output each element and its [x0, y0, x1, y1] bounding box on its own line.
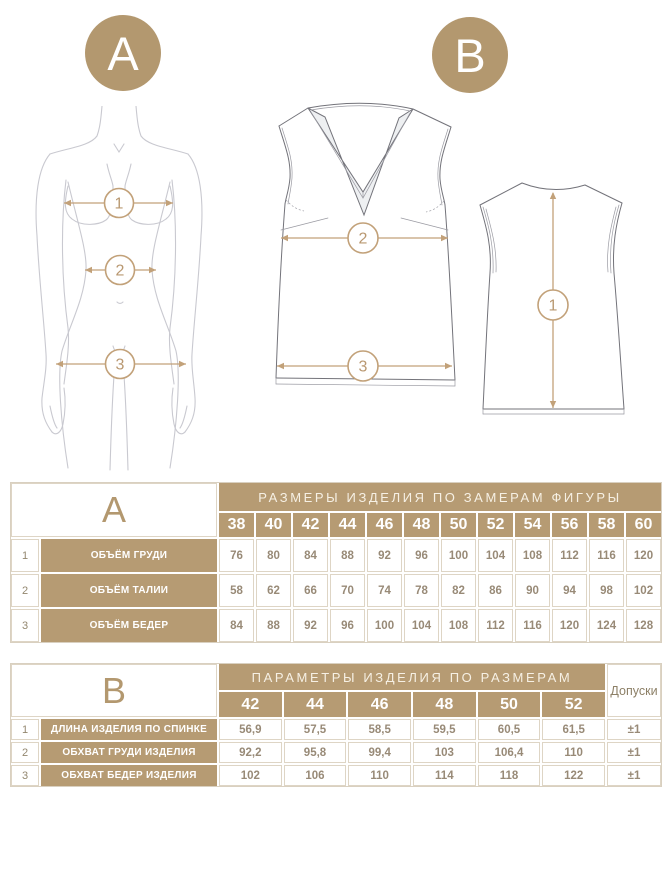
row-label-cell: ОБЪЁМ БЕДЕР — [41, 609, 217, 642]
value-cell: 70 — [330, 574, 365, 607]
size-header-cell: 42 — [293, 513, 328, 537]
value-cell: 116 — [515, 609, 550, 642]
value-cell: 110 — [348, 765, 411, 786]
row-label-cell: ОБХВАТ БЕДЕР ИЗДЕЛИЯ — [41, 765, 217, 786]
value-cell: 74 — [367, 574, 402, 607]
value-cell: 104 — [404, 609, 439, 642]
value-cell: 95,8 — [284, 742, 347, 763]
hips-marker-number: 3 — [115, 356, 125, 374]
table-a-title: РАЗМЕРЫ ИЗДЕЛИЯ ПО ЗАМЕРАМ ФИГУРЫ — [219, 483, 661, 511]
size-header-cell: 44 — [330, 513, 365, 537]
value-cell: 120 — [626, 539, 661, 572]
value-cell: 58 — [219, 574, 254, 607]
value-cell: 98 — [589, 574, 624, 607]
value-cell: 84 — [293, 539, 328, 572]
tolerance-cell: ±1 — [607, 742, 661, 763]
size-table-a — [10, 482, 662, 643]
front-hem-measure-arrow — [277, 351, 452, 381]
bust-marker-number: 1 — [114, 195, 124, 213]
section-b-badge — [432, 17, 508, 93]
value-cell: 116 — [589, 539, 624, 572]
row-number-cell: 2 — [11, 574, 39, 607]
value-cell: 92 — [293, 609, 328, 642]
value-cell: 92,2 — [219, 742, 282, 763]
vest-back-figure — [472, 178, 634, 420]
table-a-corner-label: A — [11, 483, 217, 537]
size-header-cell: 52 — [478, 513, 513, 537]
waist-measure-arrow — [85, 256, 156, 285]
value-cell: 58,5 — [348, 719, 411, 740]
row-label-cell: ОБЪЁМ ГРУДИ — [41, 539, 217, 572]
size-header-cell: 48 — [413, 692, 476, 717]
value-cell: 88 — [330, 539, 365, 572]
value-cell: 59,5 — [413, 719, 476, 740]
value-cell: 84 — [219, 609, 254, 642]
value-cell: 78 — [404, 574, 439, 607]
value-cell: 100 — [441, 539, 476, 572]
vest-front-figure — [268, 96, 460, 394]
size-header-cell: 58 — [589, 513, 624, 537]
row-number-cell: 2 — [11, 742, 39, 763]
value-cell: 96 — [330, 609, 365, 642]
body-measurement-figure — [28, 106, 218, 478]
row-label-cell: ОБХВАТ ГРУДИ ИЗДЕЛИЯ — [41, 742, 217, 763]
bust-measure-arrow — [64, 189, 173, 218]
size-header-cell: 54 — [515, 513, 550, 537]
front-hem-marker-number: 3 — [358, 358, 368, 376]
size-header-cell: 56 — [552, 513, 587, 537]
row-number-cell: 3 — [11, 765, 39, 786]
hips-measure-arrow — [56, 350, 186, 379]
value-cell: 120 — [552, 609, 587, 642]
value-cell: 60,5 — [478, 719, 541, 740]
size-header-cell: 52 — [542, 692, 605, 717]
row-number-cell: 1 — [11, 539, 39, 572]
value-cell: 100 — [367, 609, 402, 642]
value-cell: 66 — [293, 574, 328, 607]
table-b-title: ПАРАМЕТРЫ ИЗДЕЛИЯ ПО РАЗМЕРАМ — [219, 664, 605, 690]
value-cell: 88 — [256, 609, 291, 642]
value-cell: 122 — [542, 765, 605, 786]
value-cell: 56,9 — [219, 719, 282, 740]
value-cell: 82 — [441, 574, 476, 607]
section-a-badge — [85, 15, 161, 91]
value-cell: 90 — [515, 574, 550, 607]
value-cell: 61,5 — [542, 719, 605, 740]
size-header-cell: 48 — [404, 513, 439, 537]
size-header-cell: 60 — [626, 513, 661, 537]
row-number-cell: 3 — [11, 609, 39, 642]
value-cell: 76 — [219, 539, 254, 572]
front-chest-marker-number: 2 — [358, 230, 368, 248]
size-header-cell: 42 — [219, 692, 282, 717]
value-cell: 86 — [478, 574, 513, 607]
size-table-b — [10, 663, 662, 787]
front-chest-measure-arrow — [281, 223, 448, 253]
value-cell: 112 — [552, 539, 587, 572]
value-cell: 57,5 — [284, 719, 347, 740]
row-label-cell: ОБЪЁМ ТАЛИИ — [41, 574, 217, 607]
value-cell: 94 — [552, 574, 587, 607]
section-b-letter: B — [454, 28, 486, 82]
row-label-cell: ДЛИНА ИЗДЕЛИЯ ПО СПИНКЕ — [41, 719, 217, 740]
value-cell: 128 — [626, 609, 661, 642]
value-cell: 110 — [542, 742, 605, 763]
value-cell: 108 — [441, 609, 476, 642]
back-length-marker-number: 1 — [548, 297, 558, 315]
size-header-cell: 40 — [256, 513, 291, 537]
section-a-letter: A — [107, 26, 139, 80]
value-cell: 80 — [256, 539, 291, 572]
value-cell: 112 — [478, 609, 513, 642]
size-header-cell: 38 — [219, 513, 254, 537]
value-cell: 62 — [256, 574, 291, 607]
table-b-corner-label: B — [11, 664, 217, 717]
size-header-cell: 50 — [441, 513, 476, 537]
value-cell: 99,4 — [348, 742, 411, 763]
value-cell: 103 — [413, 742, 476, 763]
row-number-cell: 1 — [11, 719, 39, 740]
waist-marker-number: 2 — [115, 262, 125, 280]
value-cell: 102 — [626, 574, 661, 607]
tolerance-cell: ±1 — [607, 719, 661, 740]
table-b-tolerance-header: Допуски — [607, 664, 661, 717]
size-header-cell: 46 — [348, 692, 411, 717]
size-header-cell: 44 — [284, 692, 347, 717]
value-cell: 114 — [413, 765, 476, 786]
value-cell: 102 — [219, 765, 282, 786]
value-cell: 108 — [515, 539, 550, 572]
size-header-cell: 50 — [478, 692, 541, 717]
size-header-cell: 46 — [367, 513, 402, 537]
value-cell: 106,4 — [478, 742, 541, 763]
value-cell: 124 — [589, 609, 624, 642]
tolerance-cell: ±1 — [607, 765, 661, 786]
value-cell: 118 — [478, 765, 541, 786]
back-length-measure-arrow — [538, 192, 568, 408]
value-cell: 104 — [478, 539, 513, 572]
value-cell: 106 — [284, 765, 347, 786]
value-cell: 96 — [404, 539, 439, 572]
value-cell: 92 — [367, 539, 402, 572]
